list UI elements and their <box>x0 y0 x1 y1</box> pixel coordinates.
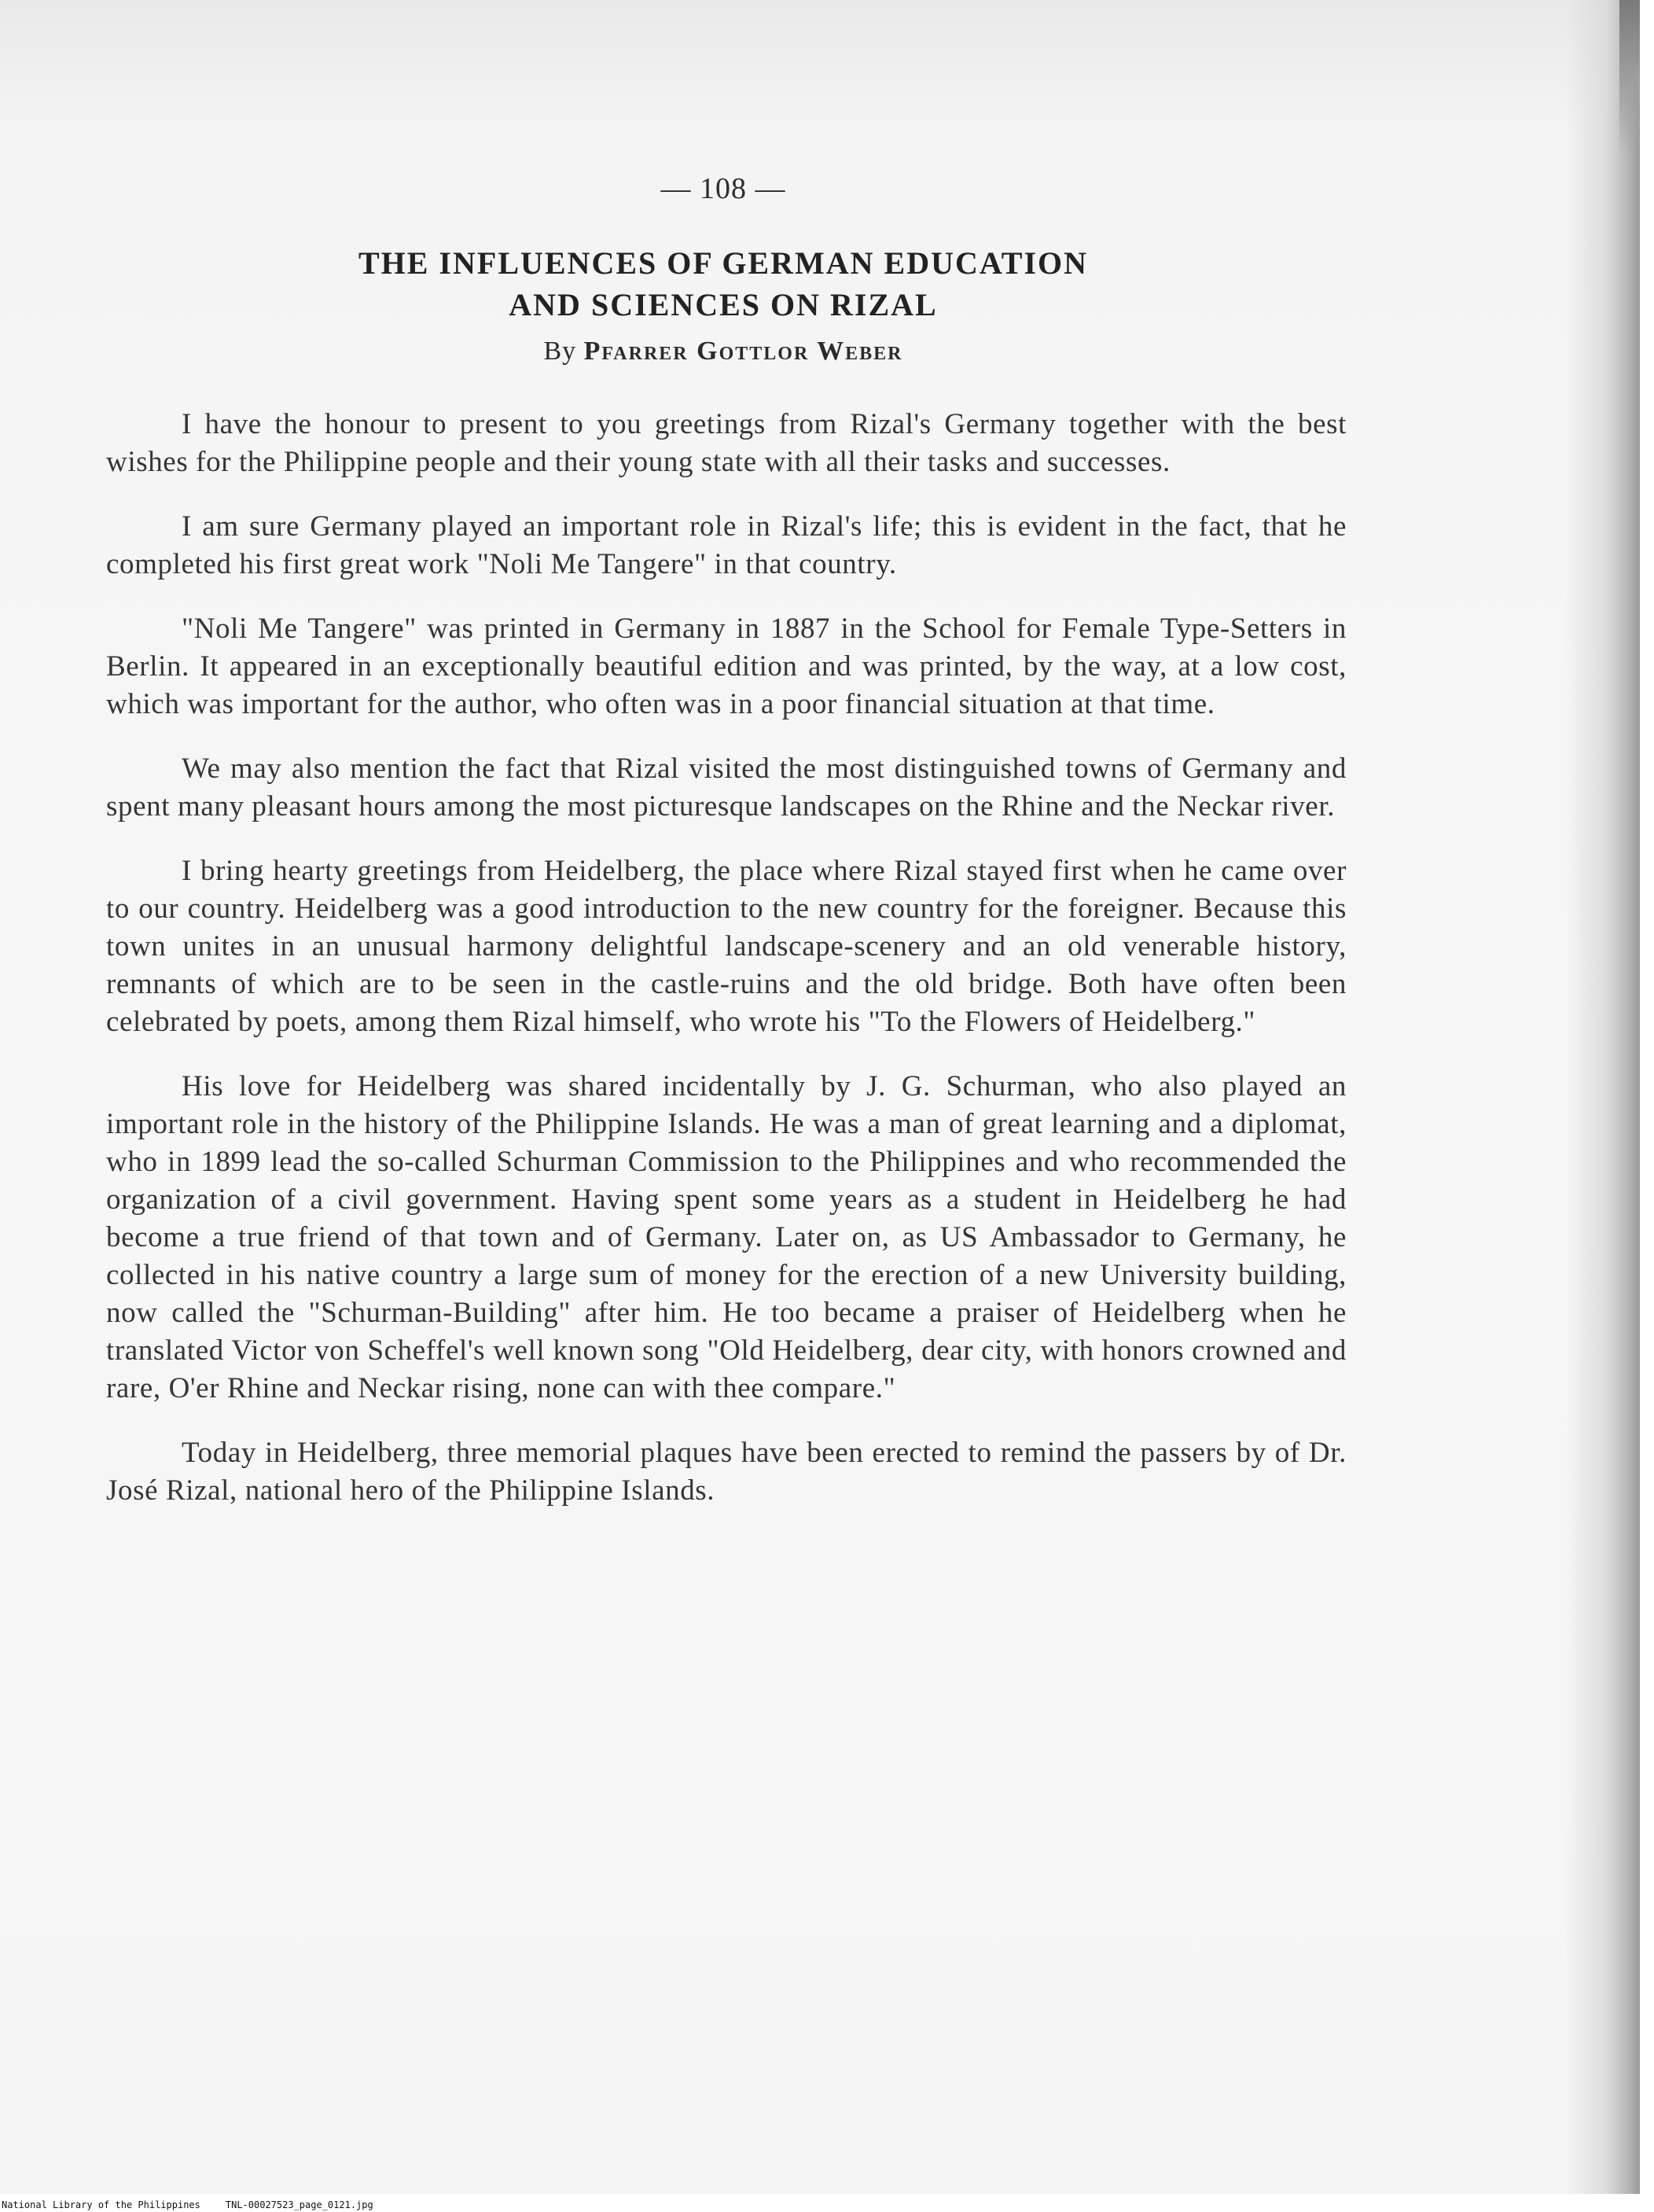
title-line-2: AND SCIENCES ON RIZAL <box>509 287 938 322</box>
paragraph: His love for Heidelberg was shared incidentally by J. G. Schurman, who also played an important role in the history of the Philippine Islands. He was a man of great learning and a diplomat, who in 1899 lead the so-called Schurman Commission to the Philippines and who recommended the organization of a civil government. Having spent some years as a student in Heidelberg he had become a true friend of that town and of Germany. Later on, as US Ambassador to Germany, he collected in his native country a large sum of money for the erection of a new University building, now called the "Schurman-Building" after him. He too became a praiser of Heidelberg when he translated Victor von Scheffel's well known song "Old Heidelberg, dear city, with honors crowned and rare, O'er Rhine and Neckar rising, none can with thee compare." <box>106 1070 1347 1404</box>
page-number: — 108 — <box>660 172 786 205</box>
byline-author: Pfarrer Gottlor Weber <box>583 337 903 366</box>
byline <box>157 337 1289 366</box>
footer-file: TNL-00027523_page_0121.jpg <box>225 2199 373 2210</box>
scan-footer <box>2 2199 399 2210</box>
paragraph: Today in Heidelberg, three memorial plaques have been erected to remind the passers by of Dr. José Rizal, national hero of the Philippine Islands. <box>106 1437 1347 1507</box>
article-title <box>157 242 1289 326</box>
footer-library: National Library of the Philippines <box>2 2199 200 2210</box>
paragraph: I am sure Germany played an important role in Rizal's life; this is evident in the fact, that he completed his first great work "Noli Me Tangere" in that country. <box>106 510 1347 580</box>
page-edge-tear <box>1619 0 1640 157</box>
paragraph: I bring hearty greetings from Heidelberg, the place where Rizal stayed first when he came over to our country. Heidelberg was a good introduction to the new country for the foreigner. Because this town unites in an unusual harmony delightful landscape-scenery and an old venerable history, remnants of which are to be seen in the castle-ruins and the old bridge. Both have often been celebrated by poets, among them Rizal himself, who wrote his "To the Flowers of Heidelberg." <box>106 855 1347 1038</box>
paragraph: "Noli Me Tangere" was printed in Germany in 1887 in the School for Female Type-Setters in Berlin. It appeared in an exceptionally beautiful edition and was printed, by the way, at a low cost, which was important for the author, who often was in a poor financial situation at that time. <box>106 613 1347 720</box>
paragraph: We may also mention the fact that Rizal visited the most distinguished towns of Germany and spent many pleasant hours among the most picturesque landscapes on the Rhine and the Neckar river. <box>106 753 1347 823</box>
title-line-1: THE INFLUENCES OF GERMAN EDUCATION <box>358 245 1089 281</box>
page-edge-shadow <box>1565 0 1640 2194</box>
article-body <box>106 406 1347 1537</box>
byline-prefix: By <box>543 337 577 366</box>
paragraph: I have the honour to present to you greetings from Rizal's Germany together with the best wishes for the Philippine people and their young state with all their tasks and successes. <box>106 408 1347 478</box>
